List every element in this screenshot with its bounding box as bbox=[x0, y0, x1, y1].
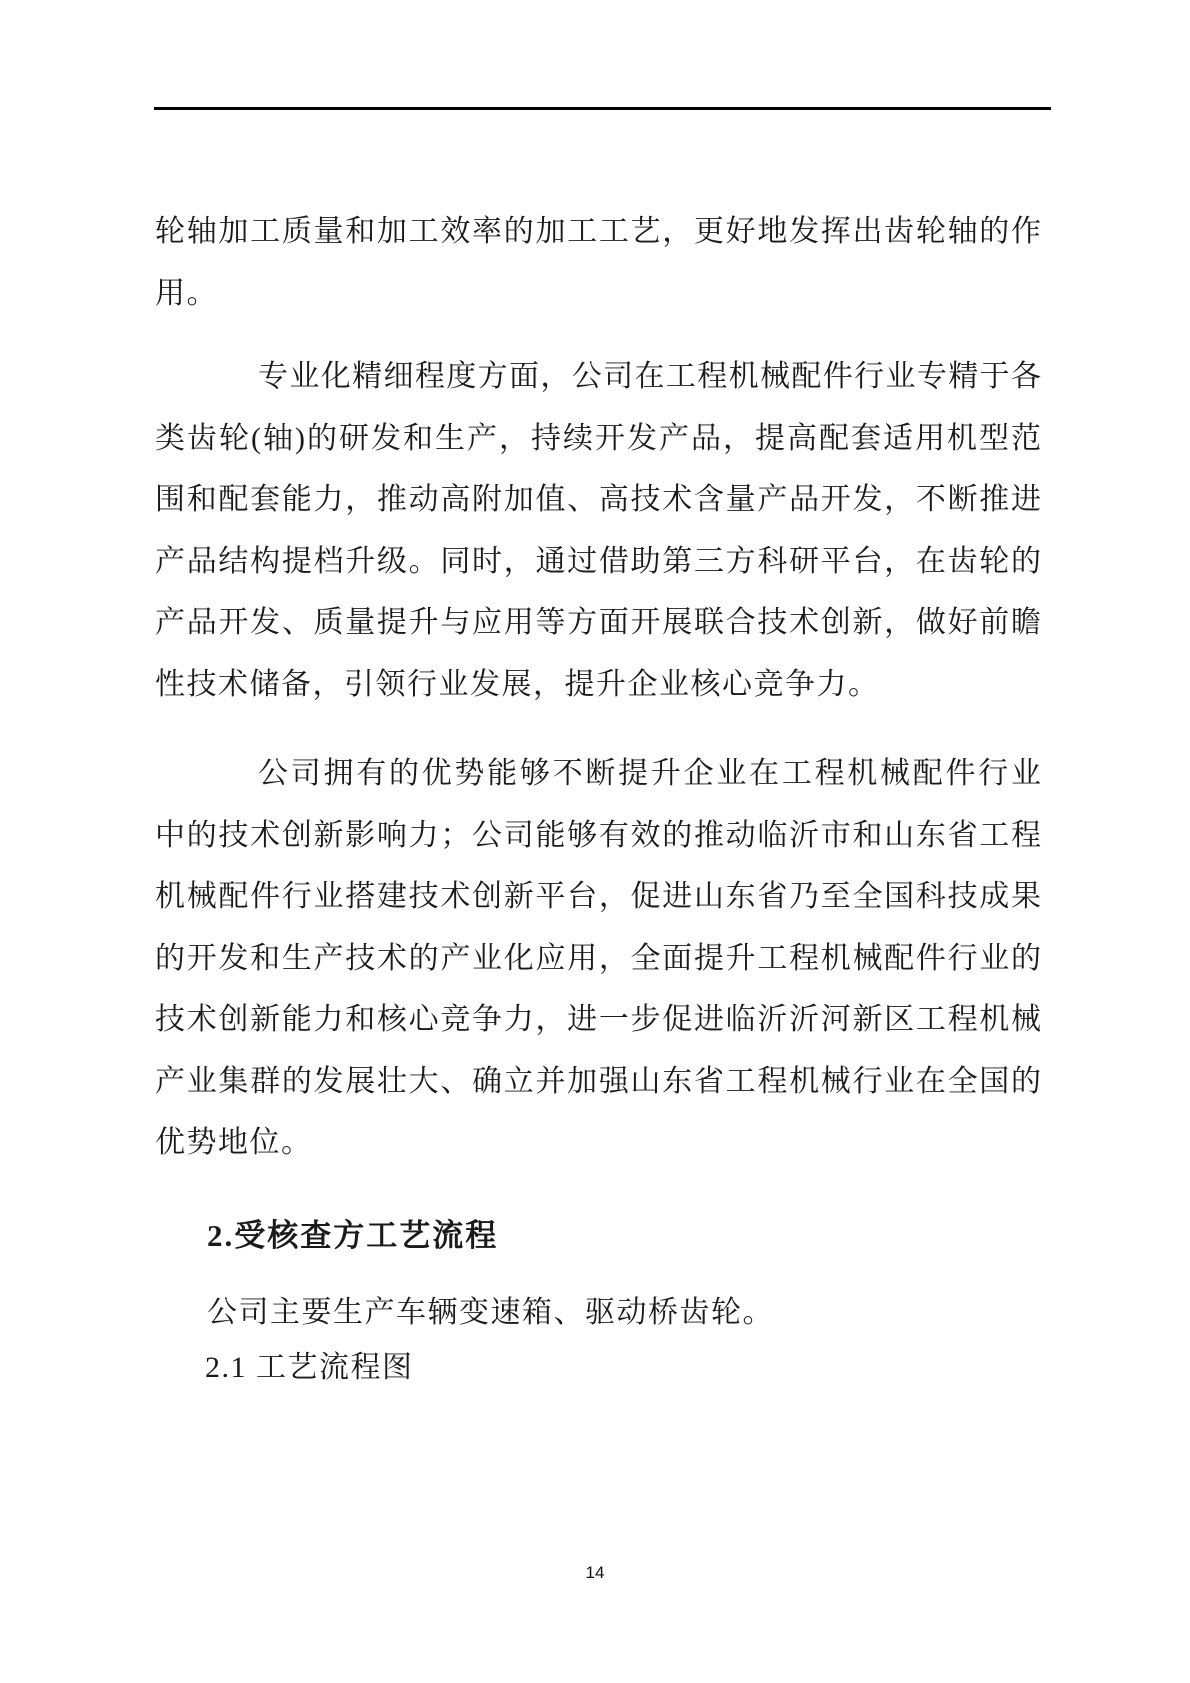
paragraph bbox=[155, 743, 1041, 1174]
section-heading: 2.受核查方工艺流程 bbox=[207, 1217, 499, 1253]
text-line: 产品结构提档升级。同时，通过借助第三方科研平台，在齿轮的 bbox=[155, 544, 1041, 578]
page-number: 14 bbox=[585, 1563, 605, 1582]
text-line: 中的技术创新影响力；公司能够有效的推动临沂市和山东省工程 bbox=[155, 818, 1041, 852]
text-line: 性技术储备，引领行业发展，提升企业核心竞争力。 bbox=[155, 667, 880, 701]
text-line: 优势地位。 bbox=[155, 1126, 313, 1159]
text-line: 围和配套能力，推动高附加值、高技术含量产品开发，不断推进 bbox=[155, 483, 1041, 516]
paragraph bbox=[155, 346, 1041, 715]
text-line: 公司拥有的优势能够不断提升企业在工程机械配件行业 bbox=[258, 757, 1041, 790]
header-rule bbox=[154, 107, 1051, 110]
text-line: 技术创新能力和核心竞争力，进一步促进临沂沂河新区工程机械 bbox=[155, 1003, 1041, 1036]
text-line: 产品开发、质量提升与应用等方面开展联合技术创新，做好前瞻 bbox=[155, 606, 1041, 639]
body-text bbox=[155, 201, 1041, 1395]
paragraph bbox=[155, 201, 1041, 324]
paragraph: 公司主要生产车辆变速箱、驱动桥齿轮。 bbox=[207, 1296, 774, 1329]
text-line: 机械配件行业搭建技术创新平台，促进山东省乃至全国科技成果 bbox=[155, 880, 1041, 913]
text-line: 轮轴加工质量和加工效率的加工工艺，更好地发挥出齿轮轴的作 bbox=[155, 215, 1041, 248]
subsection-heading: 2.1 工艺流程图 bbox=[205, 1351, 414, 1384]
text-line: 的开发和生产技术的产业化应用，全面提升工程机械配件行业的 bbox=[155, 941, 1041, 975]
text-line: 用。 bbox=[155, 276, 218, 310]
text-line: 类齿轮(轴)的研发和生产，持续开发产品，提高配套适用机型范 bbox=[155, 421, 1041, 455]
text-line: 产业集群的发展壮大、确立并加强山东省工程机械行业在全国的 bbox=[155, 1064, 1041, 1098]
text-line: 专业化精细程度方面，公司在工程机械配件行业专精于各 bbox=[258, 360, 1041, 393]
